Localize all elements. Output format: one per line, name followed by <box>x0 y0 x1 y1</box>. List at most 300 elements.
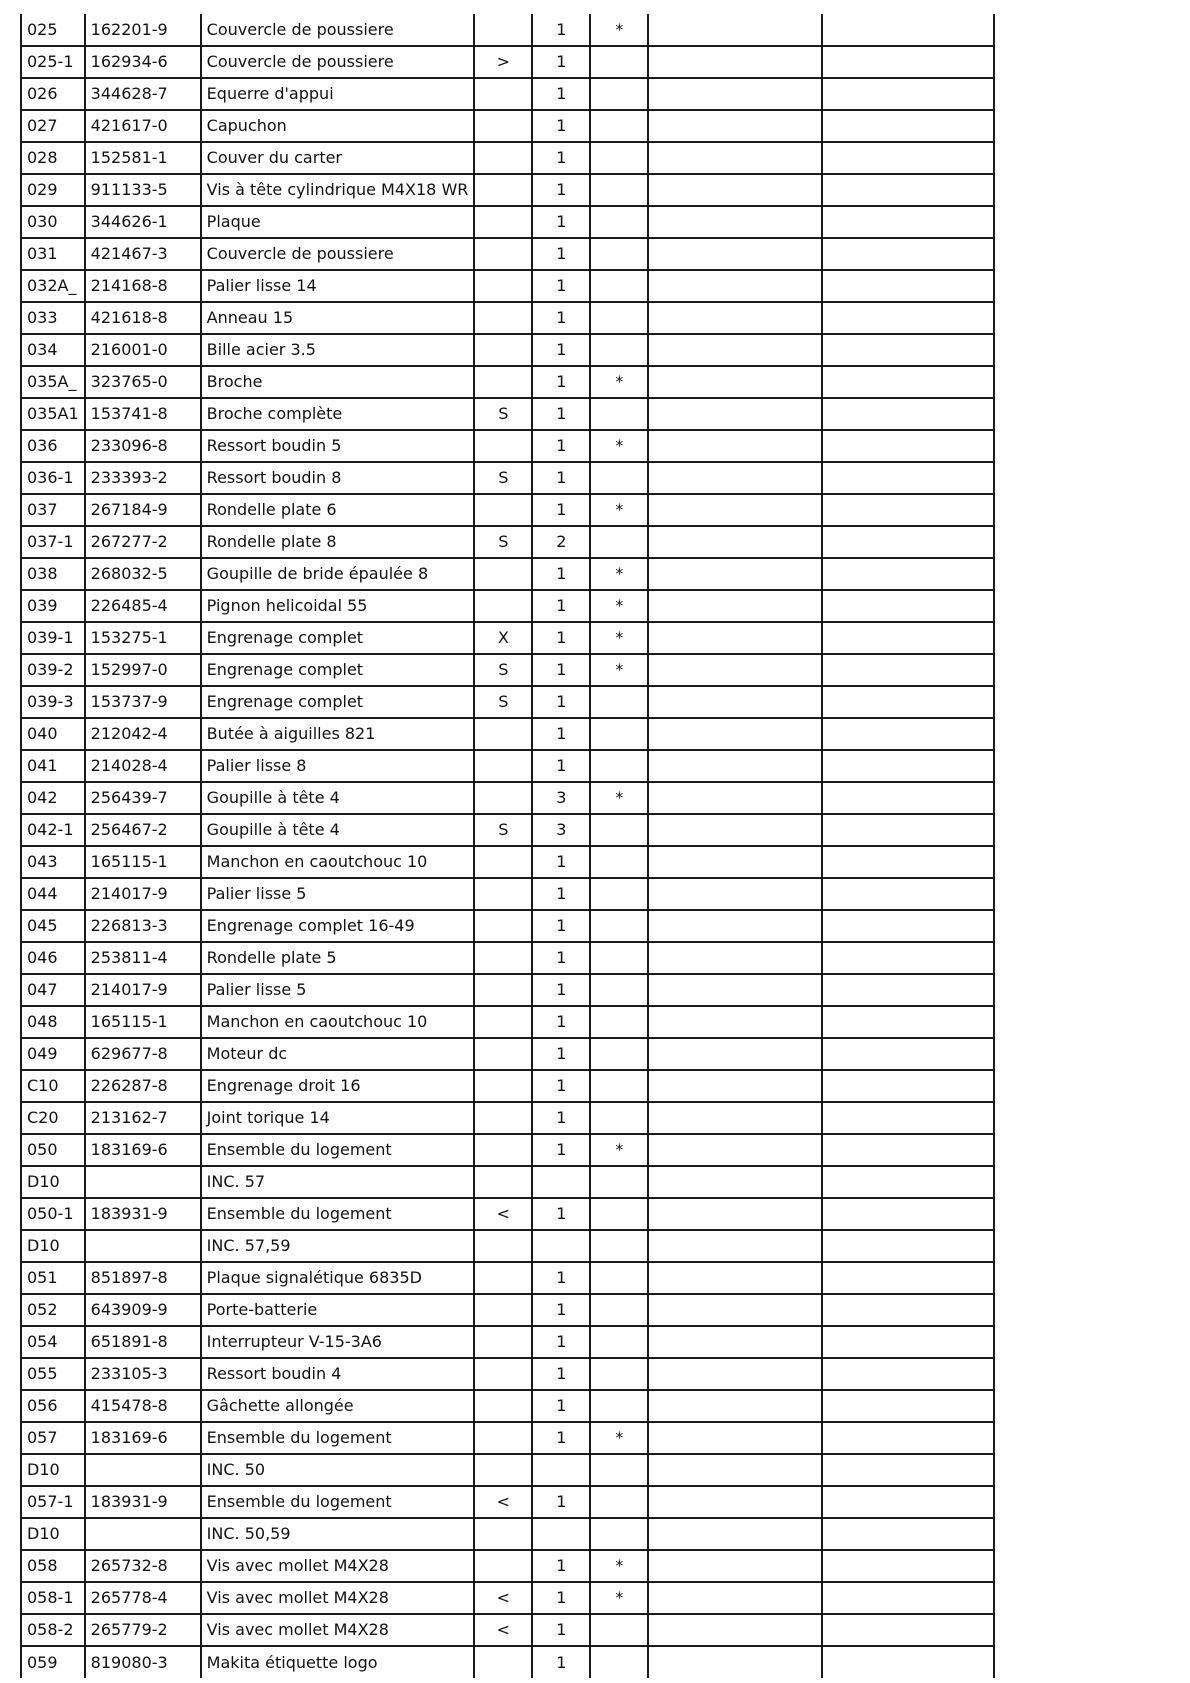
cell-empty <box>822 302 994 334</box>
cell-description: Vis avec mollet M4X28 <box>201 1582 475 1614</box>
cell-empty <box>648 942 822 974</box>
cell-part-number: 265779-2 <box>85 1614 201 1646</box>
cell-mark: * <box>590 622 648 654</box>
cell-mark <box>590 718 648 750</box>
cell-empty <box>648 1230 822 1262</box>
cell-ref-number: 039 <box>21 590 85 622</box>
cell-part-number: 421617-0 <box>85 110 201 142</box>
cell-empty <box>648 1582 822 1614</box>
cell-mark <box>590 1614 648 1646</box>
cell-description: Rondelle plate 8 <box>201 526 475 558</box>
cell-empty <box>822 942 994 974</box>
cell-note: > <box>474 46 532 78</box>
table-row <box>21 1134 994 1166</box>
cell-note <box>474 1166 532 1198</box>
table-row <box>21 1614 994 1646</box>
cell-part-number: 214017-9 <box>85 878 201 910</box>
cell-note <box>474 110 532 142</box>
cell-quantity: 1 <box>532 910 590 942</box>
cell-ref-number: 036 <box>21 430 85 462</box>
cell-mark <box>590 206 648 238</box>
cell-part-number: 216001-0 <box>85 334 201 366</box>
table-row <box>21 1294 994 1326</box>
cell-note <box>474 430 532 462</box>
cell-description: Goupille à tête 4 <box>201 814 475 846</box>
cell-quantity: 1 <box>532 1294 590 1326</box>
table-row <box>21 1486 994 1518</box>
cell-mark: * <box>590 558 648 590</box>
cell-part-number: 152997-0 <box>85 654 201 686</box>
cell-quantity: 1 <box>532 270 590 302</box>
cell-quantity: 1 <box>532 1358 590 1390</box>
cell-description: Goupille de bride épaulée 8 <box>201 558 475 590</box>
cell-ref-number: 025 <box>21 14 85 46</box>
cell-quantity <box>532 1230 590 1262</box>
table-row <box>21 1198 994 1230</box>
cell-empty <box>822 1358 994 1390</box>
cell-empty <box>648 1358 822 1390</box>
cell-empty <box>648 1518 822 1550</box>
cell-description: Broche complète <box>201 398 475 430</box>
cell-empty <box>822 590 994 622</box>
cell-mark <box>590 1454 648 1486</box>
parts-list-table <box>20 14 995 1678</box>
cell-part-number: 183169-6 <box>85 1134 201 1166</box>
cell-empty <box>648 1294 822 1326</box>
cell-description: Capuchon <box>201 110 475 142</box>
cell-ref-number: 049 <box>21 1038 85 1070</box>
cell-description: Porte-batterie <box>201 1294 475 1326</box>
cell-empty <box>648 622 822 654</box>
cell-ref-number: 041 <box>21 750 85 782</box>
cell-part-number <box>85 1518 201 1550</box>
cell-description: Palier lisse 5 <box>201 878 475 910</box>
cell-note <box>474 718 532 750</box>
cell-part-number: 162934-6 <box>85 46 201 78</box>
cell-description: Pignon helicoidal 55 <box>201 590 475 622</box>
cell-empty <box>648 686 822 718</box>
cell-empty <box>648 78 822 110</box>
table-row <box>21 1390 994 1422</box>
cell-part-number: 267184-9 <box>85 494 201 526</box>
table-row <box>21 846 994 878</box>
cell-description: Manchon en caoutchouc 10 <box>201 1006 475 1038</box>
cell-ref-number: 058-1 <box>21 1582 85 1614</box>
cell-note <box>474 1102 532 1134</box>
cell-empty <box>648 14 822 46</box>
cell-empty <box>822 526 994 558</box>
cell-part-number: 233393-2 <box>85 462 201 494</box>
cell-mark <box>590 1486 648 1518</box>
cell-quantity: 1 <box>532 14 590 46</box>
cell-quantity: 1 <box>532 78 590 110</box>
cell-description: Manchon en caoutchouc 10 <box>201 846 475 878</box>
table-row <box>21 206 994 238</box>
cell-ref-number: 026 <box>21 78 85 110</box>
cell-part-number: 323765-0 <box>85 366 201 398</box>
cell-quantity: 1 <box>532 942 590 974</box>
cell-empty <box>822 270 994 302</box>
cell-mark: * <box>590 430 648 462</box>
cell-ref-number: 027 <box>21 110 85 142</box>
cell-note <box>474 1390 532 1422</box>
cell-part-number: 153741-8 <box>85 398 201 430</box>
cell-note <box>474 270 532 302</box>
cell-ref-number: 040 <box>21 718 85 750</box>
cell-quantity: 3 <box>532 814 590 846</box>
cell-part-number: 268032-5 <box>85 558 201 590</box>
cell-description: Butée à aiguilles 821 <box>201 718 475 750</box>
cell-part-number: 651891-8 <box>85 1326 201 1358</box>
cell-empty <box>822 1006 994 1038</box>
cell-empty <box>822 46 994 78</box>
cell-ref-number: 058 <box>21 1550 85 1582</box>
cell-empty <box>648 46 822 78</box>
cell-mark: * <box>590 1582 648 1614</box>
cell-empty <box>822 142 994 174</box>
cell-quantity: 1 <box>532 1038 590 1070</box>
cell-empty <box>822 654 994 686</box>
cell-ref-number: 057-1 <box>21 1486 85 1518</box>
cell-quantity: 1 <box>532 302 590 334</box>
cell-note: S <box>474 398 532 430</box>
cell-ref-number: 042-1 <box>21 814 85 846</box>
cell-part-number: 226485-4 <box>85 590 201 622</box>
cell-description: Vis avec mollet M4X28 <box>201 1614 475 1646</box>
cell-ref-number: 042 <box>21 782 85 814</box>
cell-note <box>474 750 532 782</box>
cell-part-number: 911133-5 <box>85 174 201 206</box>
cell-note <box>474 1006 532 1038</box>
cell-description: Engrenage complet <box>201 622 475 654</box>
cell-quantity: 1 <box>532 174 590 206</box>
cell-mark <box>590 302 648 334</box>
table-row <box>21 974 994 1006</box>
cell-empty <box>822 462 994 494</box>
table-row <box>21 1230 994 1262</box>
cell-mark <box>590 1166 648 1198</box>
cell-empty <box>822 1198 994 1230</box>
cell-ref-number: 054 <box>21 1326 85 1358</box>
cell-ref-number: 036-1 <box>21 462 85 494</box>
table-row <box>21 46 994 78</box>
cell-ref-number: 030 <box>21 206 85 238</box>
cell-part-number <box>85 1454 201 1486</box>
cell-part-number: 213162-7 <box>85 1102 201 1134</box>
cell-part-number: 344626-1 <box>85 206 201 238</box>
cell-mark <box>590 142 648 174</box>
cell-mark <box>590 1038 648 1070</box>
cell-empty <box>822 366 994 398</box>
cell-empty <box>822 1166 994 1198</box>
cell-ref-number: 031 <box>21 238 85 270</box>
cell-mark <box>590 974 648 1006</box>
cell-description: Vis avec mollet M4X28 <box>201 1550 475 1582</box>
cell-part-number: 226287-8 <box>85 1070 201 1102</box>
cell-quantity: 1 <box>532 334 590 366</box>
cell-quantity: 1 <box>532 1390 590 1422</box>
cell-empty <box>648 1166 822 1198</box>
cell-empty <box>822 14 994 46</box>
cell-empty <box>648 1614 822 1646</box>
cell-note <box>474 206 532 238</box>
cell-note: S <box>474 654 532 686</box>
cell-note <box>474 590 532 622</box>
cell-mark <box>590 110 648 142</box>
cell-ref-number: 034 <box>21 334 85 366</box>
cell-note <box>474 1454 532 1486</box>
cell-quantity: 1 <box>532 1646 590 1678</box>
cell-part-number: 415478-8 <box>85 1390 201 1422</box>
cell-description: Bille acier 3.5 <box>201 334 475 366</box>
cell-part-number: 214168-8 <box>85 270 201 302</box>
cell-part-number: 153737-9 <box>85 686 201 718</box>
table-row <box>21 494 994 526</box>
cell-description: Gâchette allongée <box>201 1390 475 1422</box>
cell-part-number: 851897-8 <box>85 1262 201 1294</box>
cell-empty <box>822 1390 994 1422</box>
cell-part-number <box>85 1166 201 1198</box>
cell-mark <box>590 238 648 270</box>
cell-empty <box>648 1070 822 1102</box>
cell-note <box>474 1518 532 1550</box>
cell-note <box>474 238 532 270</box>
cell-empty <box>648 1454 822 1486</box>
cell-empty <box>648 398 822 430</box>
cell-description: Makita étiquette logo <box>201 1646 475 1678</box>
cell-mark <box>590 878 648 910</box>
table-row <box>21 1166 994 1198</box>
cell-note: < <box>474 1198 532 1230</box>
cell-part-number: 214017-9 <box>85 974 201 1006</box>
cell-mark <box>590 1518 648 1550</box>
cell-ref-number: 037 <box>21 494 85 526</box>
cell-quantity: 1 <box>532 462 590 494</box>
cell-note <box>474 1358 532 1390</box>
cell-mark: * <box>590 494 648 526</box>
cell-empty <box>822 558 994 590</box>
cell-empty <box>648 1006 822 1038</box>
cell-note <box>474 1038 532 1070</box>
cell-description: INC. 50,59 <box>201 1518 475 1550</box>
cell-empty <box>822 110 994 142</box>
cell-empty <box>648 174 822 206</box>
table-row <box>21 238 994 270</box>
cell-ref-number: 051 <box>21 1262 85 1294</box>
table-row <box>21 366 994 398</box>
cell-mark <box>590 1390 648 1422</box>
cell-mark <box>590 686 648 718</box>
parts-table-body <box>21 14 994 1678</box>
cell-part-number: 267277-2 <box>85 526 201 558</box>
cell-empty <box>822 1134 994 1166</box>
cell-ref-number: C10 <box>21 1070 85 1102</box>
cell-note <box>474 1230 532 1262</box>
table-row <box>21 334 994 366</box>
cell-empty <box>822 174 994 206</box>
cell-description: Vis à tête cylindrique M4X18 WR <box>201 174 475 206</box>
cell-empty <box>648 238 822 270</box>
cell-note: < <box>474 1614 532 1646</box>
cell-empty <box>648 270 822 302</box>
cell-empty <box>822 686 994 718</box>
cell-part-number: 165115-1 <box>85 1006 201 1038</box>
cell-quantity: 1 <box>532 398 590 430</box>
table-row <box>21 686 994 718</box>
cell-quantity: 1 <box>532 366 590 398</box>
cell-quantity: 1 <box>532 1262 590 1294</box>
cell-empty <box>822 1070 994 1102</box>
cell-quantity: 1 <box>532 590 590 622</box>
cell-empty <box>822 718 994 750</box>
cell-empty <box>822 206 994 238</box>
cell-mark <box>590 1646 648 1678</box>
cell-description: Couvercle de poussiere <box>201 238 475 270</box>
cell-part-number: 165115-1 <box>85 846 201 878</box>
cell-description: INC. 50 <box>201 1454 475 1486</box>
cell-empty <box>822 430 994 462</box>
cell-description: Engrenage complet <box>201 654 475 686</box>
cell-ref-number: 044 <box>21 878 85 910</box>
table-row <box>21 1518 994 1550</box>
cell-empty <box>648 910 822 942</box>
cell-empty <box>822 494 994 526</box>
cell-quantity: 1 <box>532 142 590 174</box>
cell-quantity: 1 <box>532 750 590 782</box>
cell-description: Engrenage complet 16-49 <box>201 910 475 942</box>
cell-quantity: 1 <box>532 1006 590 1038</box>
cell-mark: * <box>590 590 648 622</box>
cell-quantity: 1 <box>532 110 590 142</box>
cell-note <box>474 846 532 878</box>
cell-part-number: 183931-9 <box>85 1486 201 1518</box>
table-row <box>21 750 994 782</box>
cell-empty <box>648 302 822 334</box>
table-row <box>21 462 994 494</box>
cell-note <box>474 78 532 110</box>
cell-empty <box>822 1262 994 1294</box>
cell-note <box>474 974 532 1006</box>
cell-description: Joint torique 14 <box>201 1102 475 1134</box>
cell-note <box>474 878 532 910</box>
cell-empty <box>822 1614 994 1646</box>
cell-description: Ensemble du logement <box>201 1486 475 1518</box>
table-row <box>21 1582 994 1614</box>
cell-empty <box>648 750 822 782</box>
cell-mark <box>590 942 648 974</box>
cell-note <box>474 1262 532 1294</box>
cell-description: Couvercle de poussiere <box>201 14 475 46</box>
cell-quantity: 1 <box>532 1134 590 1166</box>
cell-empty <box>648 142 822 174</box>
cell-description: Broche <box>201 366 475 398</box>
cell-quantity: 1 <box>532 654 590 686</box>
cell-note <box>474 1326 532 1358</box>
cell-empty <box>648 1390 822 1422</box>
cell-empty <box>648 1134 822 1166</box>
cell-description: INC. 57 <box>201 1166 475 1198</box>
cell-part-number: 214028-4 <box>85 750 201 782</box>
cell-empty <box>822 78 994 110</box>
cell-description: Anneau 15 <box>201 302 475 334</box>
cell-description: INC. 57,59 <box>201 1230 475 1262</box>
cell-note <box>474 1646 532 1678</box>
cell-quantity: 1 <box>532 1550 590 1582</box>
cell-part-number: 256467-2 <box>85 814 201 846</box>
cell-empty <box>822 1486 994 1518</box>
cell-part-number: 421618-8 <box>85 302 201 334</box>
cell-ref-number: 057 <box>21 1422 85 1454</box>
cell-mark <box>590 1294 648 1326</box>
cell-empty <box>648 718 822 750</box>
cell-note: X <box>474 622 532 654</box>
cell-ref-number: 038 <box>21 558 85 590</box>
cell-mark <box>590 846 648 878</box>
cell-empty <box>822 1454 994 1486</box>
cell-empty <box>822 1038 994 1070</box>
cell-empty <box>648 1550 822 1582</box>
cell-description: Engrenage complet <box>201 686 475 718</box>
cell-quantity: 1 <box>532 1422 590 1454</box>
cell-empty <box>648 654 822 686</box>
cell-quantity: 3 <box>532 782 590 814</box>
cell-empty <box>822 782 994 814</box>
cell-quantity: 1 <box>532 718 590 750</box>
cell-mark <box>590 1070 648 1102</box>
cell-part-number: 256439-7 <box>85 782 201 814</box>
cell-part-number: 183169-6 <box>85 1422 201 1454</box>
table-row <box>21 878 994 910</box>
cell-ref-number: 058-2 <box>21 1614 85 1646</box>
cell-note <box>474 366 532 398</box>
cell-empty <box>822 238 994 270</box>
table-row <box>21 1262 994 1294</box>
table-row <box>21 1006 994 1038</box>
cell-ref-number: 039-2 <box>21 654 85 686</box>
cell-description: Couvercle de poussiere <box>201 46 475 78</box>
cell-mark <box>590 1006 648 1038</box>
cell-ref-number: 050-1 <box>21 1198 85 1230</box>
cell-mark <box>590 462 648 494</box>
cell-ref-number: D10 <box>21 1518 85 1550</box>
cell-empty <box>648 1198 822 1230</box>
table-row <box>21 1454 994 1486</box>
cell-mark <box>590 334 648 366</box>
cell-description: Equerre d'appui <box>201 78 475 110</box>
cell-description: Rondelle plate 6 <box>201 494 475 526</box>
cell-note <box>474 1422 532 1454</box>
cell-quantity <box>532 1518 590 1550</box>
cell-ref-number: D10 <box>21 1166 85 1198</box>
cell-ref-number: D10 <box>21 1230 85 1262</box>
cell-empty <box>822 910 994 942</box>
cell-mark <box>590 1230 648 1262</box>
cell-description: Palier lisse 8 <box>201 750 475 782</box>
cell-empty <box>648 974 822 1006</box>
cell-mark <box>590 46 648 78</box>
cell-ref-number: 037-1 <box>21 526 85 558</box>
cell-part-number: 643909-9 <box>85 1294 201 1326</box>
cell-note: < <box>474 1582 532 1614</box>
cell-ref-number: 045 <box>21 910 85 942</box>
cell-mark <box>590 910 648 942</box>
cell-empty <box>648 462 822 494</box>
cell-note <box>474 558 532 590</box>
cell-ref-number: 043 <box>21 846 85 878</box>
cell-ref-number: 048 <box>21 1006 85 1038</box>
cell-part-number: 212042-4 <box>85 718 201 750</box>
table-row <box>21 1102 994 1134</box>
